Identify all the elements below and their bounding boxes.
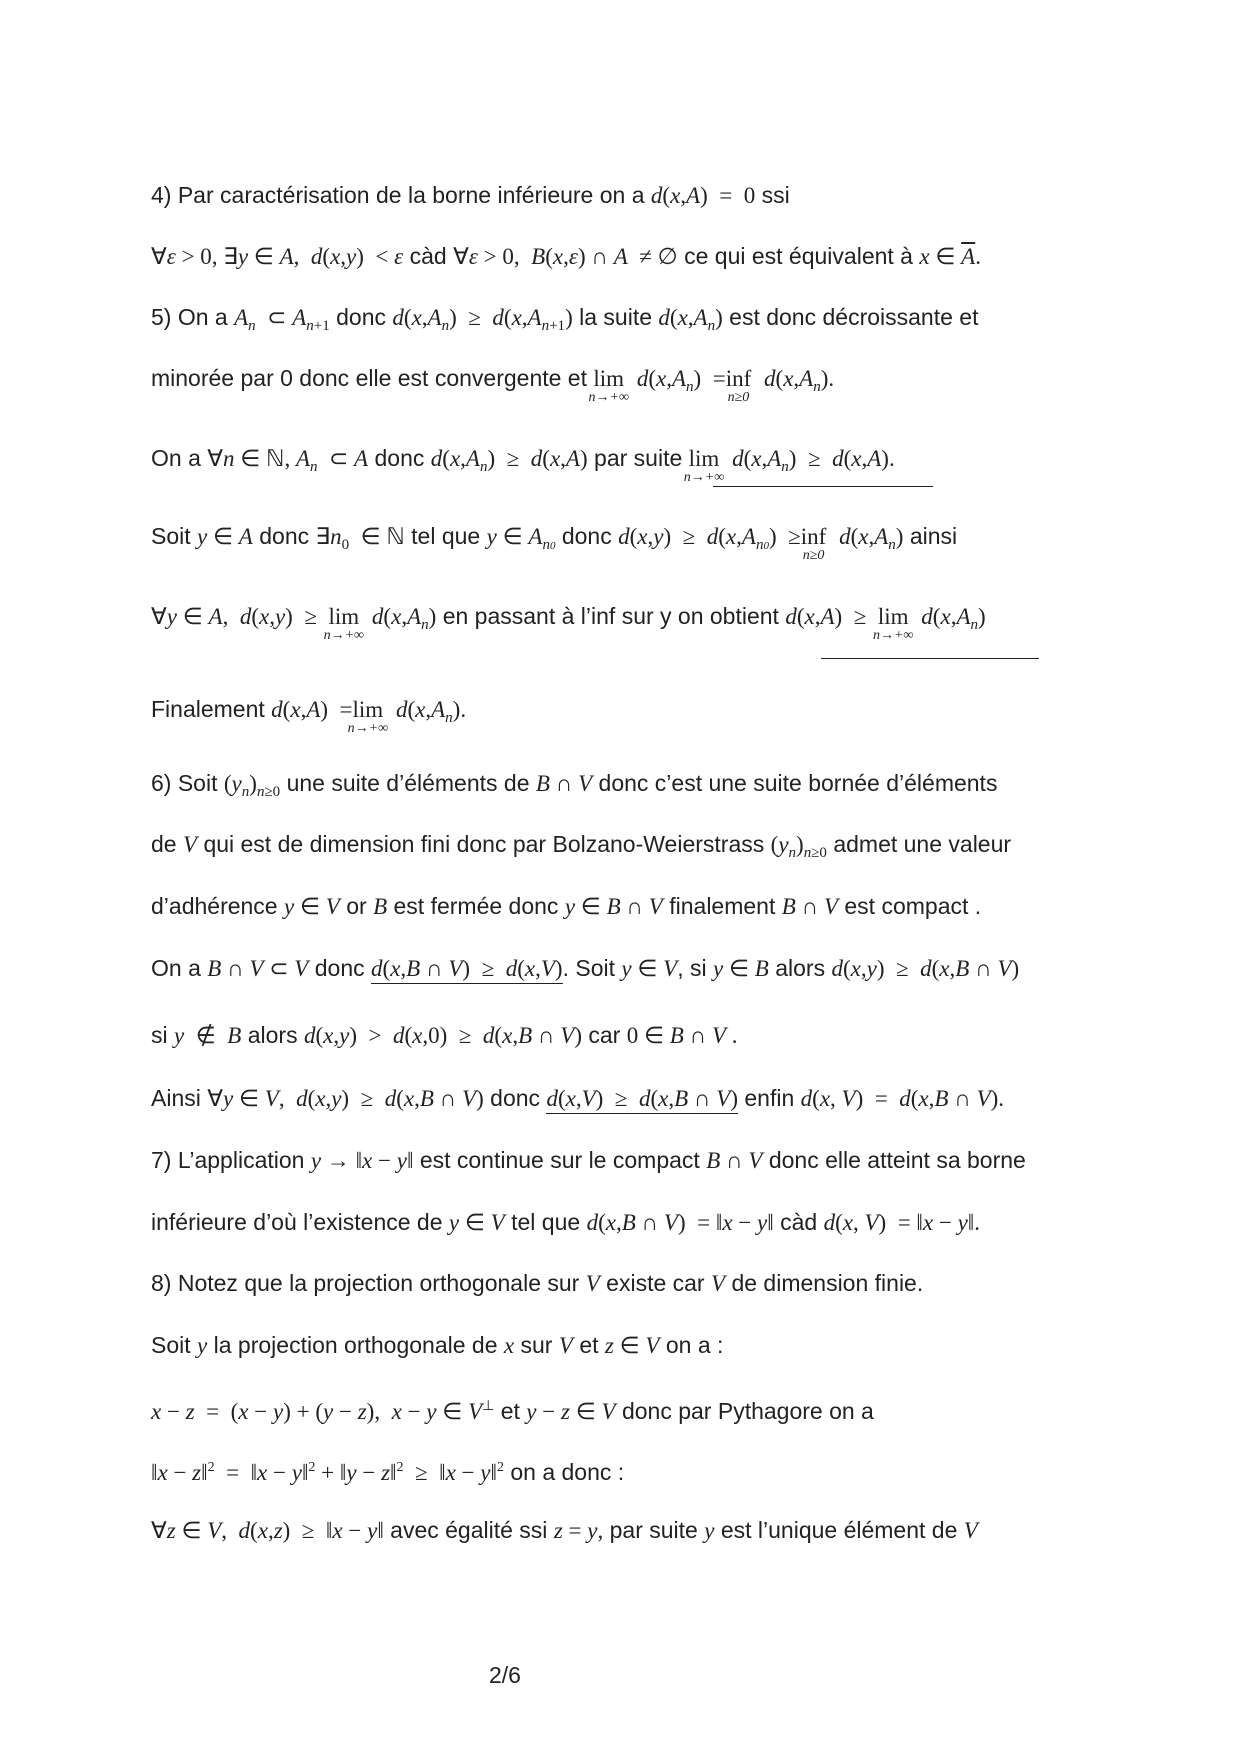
- item-8-line4: ‖x − z‖$^2$ = ‖x − y‖$^2$ + ‖y − z‖$^2$ ≥ ‖x − y‖$^2$ on a donc :: [151, 1459, 625, 1485]
- item-4-line1: 4) Par caractérisation de la borne inférieure on a d(x,A) = 0 ssi: [151, 182, 790, 208]
- underline-result-2: [821, 658, 1039, 659]
- item-7-line2: inférieure d’où l’existence de y ∈ V tel que d(x,B ∩ V) = ‖x − y‖ càd d(x, V) = ‖x − y‖.: [151, 1209, 981, 1235]
- item-5-line1: 5) On a $A_n$ ⊂ $A_{n+1}$ donc $d(x,A_n) \ge d(x,A_{n+1})$ la suite $d(x,A_n)$ est donc décroissante et: [151, 304, 979, 334]
- item-5-line3: On a ∀n ∈ ℕ, $A_n$ ⊂ A donc $d(x,A_n) \ge d(x,A)$ par suite lim n→+∞ $d(x,A_n) \ge d(x,A)$.: [151, 445, 895, 485]
- item-6-line5: si y ∉ B alors d(x,y) > d(x,0) ≥ d(x,B ∩ V) car 0 ∈ B ∩ V .: [151, 1022, 738, 1048]
- item-4-line2: ∀ε > 0, ∃y ∈ A, d(x,y) < ε càd ∀ε > 0, B(x,ε) ∩ A ≠ ∅ ce qui est équivalent à x ∈ $\overline{A}$.: [151, 243, 981, 269]
- item-5-line5: ∀y ∈ A, d(x,y) ≥ lim n→+∞ $d(x,A_n)$ en passant à l’inf sur y on obtient d(x,A) ≥ lim n→+∞ $d(x,A_n)$: [151, 603, 986, 643]
- page-number: 2/6: [489, 1662, 521, 1688]
- item-6-line2: de V qui est de dimension fini donc par Bolzano-Weierstrass $(y_n)_{n\ge 0}$ admet une valeur: [151, 831, 1012, 861]
- underline-result-1: [713, 486, 933, 487]
- item-6-line1: 6) Soit $(y_n)_{n\ge 0}$ une suite d’éléments de B ∩ V donc c’est une suite bornée d’éléments: [151, 770, 998, 800]
- item-6-line6: Ainsi ∀y ∈ V, d(x,y) ≥ d(x,B ∩ V) donc d(x,V) ≥ d(x,B ∩ V) enfin d(x, V) = d(x,B ∩ V).: [151, 1083, 1004, 1114]
- item-7-line1: 7) L’application y → ‖x − y‖ est continue sur le compact B ∩ V donc elle atteint sa borne: [151, 1147, 1026, 1173]
- item-5-line4: Soit y ∈ A donc $\exists n_0$ ∈ ℕ tel que y ∈ $A_{n0}$ donc $d(x,y) \ge d(x,A_{n0}) \ge inf$ n≥0 $d(x,A_n)$ ainsi: [151, 523, 958, 563]
- item-6-line4: On a B ∩ V ⊂ V donc d(x,B ∩ V) ≥ d(x,V). Soit y ∈ V, si y ∈ B alors d(x,y) ≥ d(x,B ∩ V): [151, 953, 1019, 984]
- item-8-line3: x − z = (x − y) + (y − z), x − y ∈ V⊥ et y − z ∈ V donc par Pythagore on a: [151, 1398, 874, 1424]
- item-6-line3: d’adhérence y ∈ V or B est fermée donc y ∈ B ∩ V finalement B ∩ V est compact .: [151, 893, 982, 919]
- item-8-line1: 8) Notez que la projection orthogonale sur V existe car V de dimension finie.: [151, 1270, 924, 1296]
- item-8-line5: ∀z ∈ V, d(x,z) ≥ ‖x − y‖ avec égalité ssi z = y, par suite y est l’unique élément de V: [151, 1517, 978, 1543]
- item-5-line2: minorée par 0 donc elle est convergente et lim n→+∞ $d(x,A_n) =inf$ n≥0 $d(x,A_n)$.: [151, 365, 835, 405]
- item-5-line6: Finalement d(x,A) =lim n→+∞ $d(x,A_n)$.: [151, 696, 467, 736]
- item-8-line2: Soit y la projection orthogonale de x sur V et z ∈ V on a :: [151, 1332, 724, 1358]
